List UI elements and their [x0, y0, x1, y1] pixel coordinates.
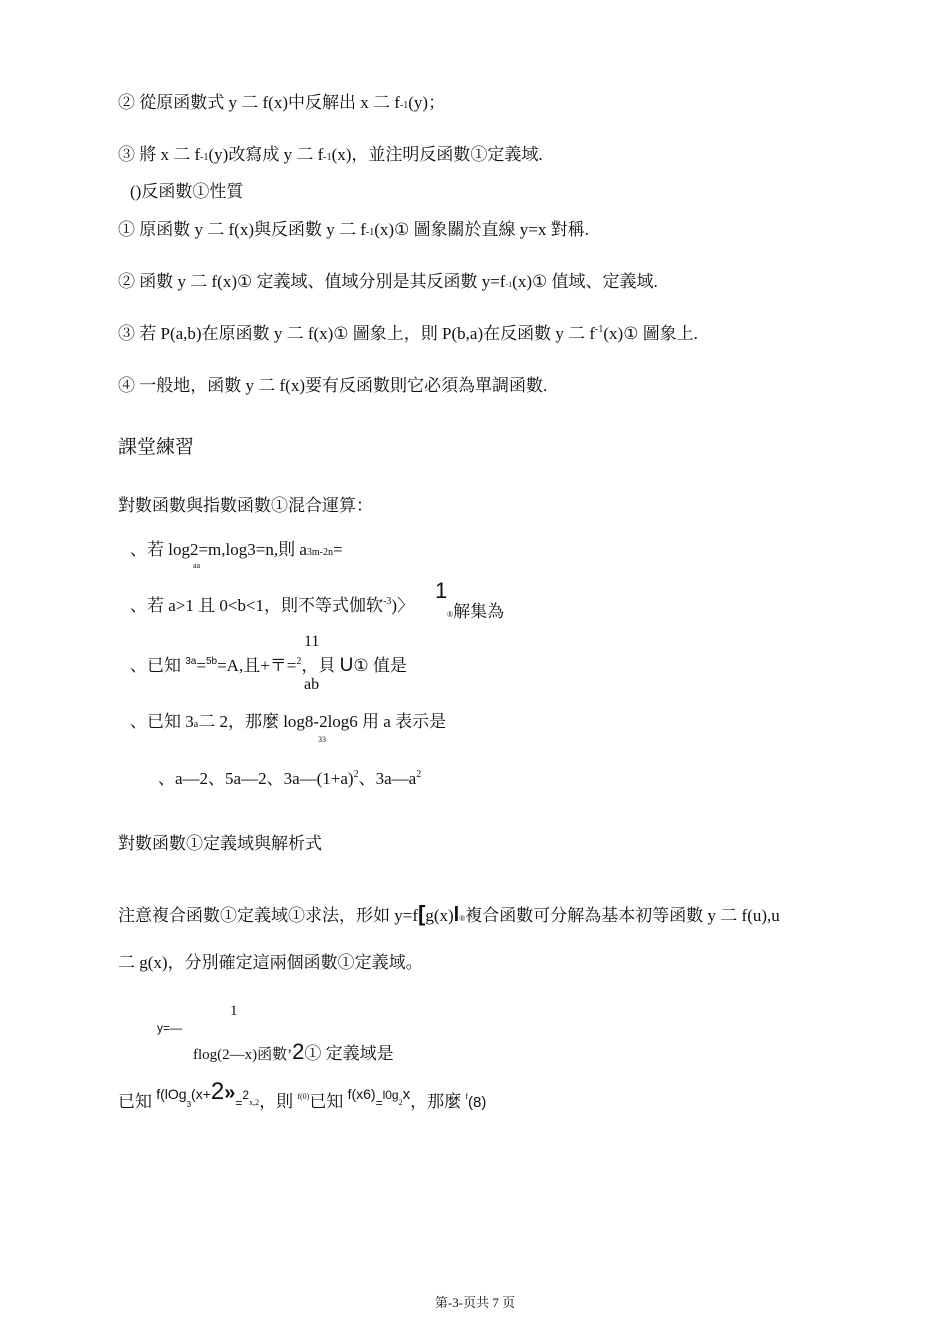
exercise-item: [130, 597, 414, 614]
text-line: ④ 一般地，函數 y 二 f(x)要有反函數則它必須為單調函數.: [118, 376, 548, 395]
subscript: 3: [186, 1100, 192, 1109]
text-line: [447, 597, 504, 622]
line-text: ，貝: [301, 656, 340, 675]
big-two: 2: [210, 1078, 225, 1105]
section-heading: 對數函數①定義域與解析式: [118, 834, 322, 853]
line-text: ，則: [259, 1092, 298, 1111]
text-line: 對數函數與指數函數①混合運算：: [118, 496, 373, 515]
fraction-numerators: 11: [304, 633, 320, 650]
line-text: ③ 若 P(a,b)在原函數 y 二 f(x)① 圖象上，則 P(b,a)在反函數 y 二 f: [118, 324, 596, 343]
line-text: =: [375, 1096, 383, 1110]
line-text: 複合函數可分解為基本初等函數 y 二 f(u),u: [465, 906, 780, 925]
line-text: ② 從原函數式 y 二 f(x)中反解出 x 二 f: [118, 93, 400, 112]
superscript: -1: [595, 324, 604, 335]
bracket: l: [453, 904, 460, 926]
line-text: ① 定義域是: [304, 1044, 394, 1063]
bracket: [: [418, 901, 426, 926]
subscript: x,2: [249, 1098, 260, 1107]
page-footer: 第-3-页共 7 页: [434, 1295, 516, 1310]
text-line: [118, 146, 543, 163]
line-text: =: [235, 1096, 243, 1110]
superscript: 2: [416, 769, 422, 780]
line-text: =: [196, 656, 206, 675]
line-text: 、a—2、5a—2、3a—(1+a): [158, 769, 354, 788]
text-line: [118, 903, 780, 925]
superscript: f(0): [297, 1092, 310, 1101]
superscript: -3: [383, 596, 392, 607]
line-text: ，那麼: [410, 1092, 466, 1111]
section-heading: 課堂練習: [118, 437, 195, 458]
line-text: 、若 log2=m,log3=n,則 a: [130, 540, 307, 559]
line-text: ② 函數 y 二 f(x)① 定義域、值域分別是其反函數 y=f: [118, 272, 506, 291]
line-text: (lOg: [160, 1086, 187, 1102]
line-text: l0g: [382, 1088, 399, 1102]
line-text: »: [224, 1082, 236, 1104]
subscript: a: [193, 719, 199, 730]
line-text: g(x): [425, 906, 454, 925]
line-text: 、已知: [130, 656, 186, 675]
log-base-subscripts: aa: [193, 561, 201, 570]
function-f: f: [156, 1086, 161, 1102]
superscript: f: [465, 1092, 469, 1101]
line-text: (x)① 圖象關於直線 y=x 對稱.: [374, 220, 589, 239]
line-text: =A,且+〒=: [217, 656, 297, 675]
subscript: -1: [200, 152, 209, 163]
log-base-subscripts: 33: [318, 735, 326, 744]
fraction-denominators: ab: [304, 676, 320, 693]
formula-line: [193, 1039, 394, 1065]
text-line: [118, 273, 658, 290]
exercise-item: [130, 656, 407, 675]
text-line: [118, 221, 589, 238]
subscript: ®: [447, 610, 454, 619]
line-text: 已知: [118, 1092, 157, 1111]
text-line: 二 g(x)，分別確定這兩個函數①定義域。: [118, 953, 423, 972]
line-text: (x)，並注明反函數①定義域.: [331, 145, 543, 164]
text-line: [118, 325, 698, 342]
line-text: 、已知 3: [130, 712, 194, 731]
big-one: 1: [435, 578, 448, 603]
subscript: -1: [365, 227, 375, 238]
line-text: x: [402, 1086, 411, 1103]
section-label: ()反函數①性質: [130, 182, 244, 201]
big-two: 2: [292, 1039, 305, 1064]
subscript: ®: [459, 914, 466, 923]
line-text: (x)① 值域、定義域.: [512, 272, 658, 291]
subscript: -1: [399, 100, 409, 111]
fraction-numerator: 1: [230, 1003, 238, 1019]
line-text: (8): [468, 1094, 487, 1111]
line-text: 解集為: [453, 602, 505, 621]
line-text: (y)；: [408, 93, 446, 112]
line-text: 二 2，那麼 log8-2log6 用 a 表示是: [198, 712, 447, 731]
line-text: (x+: [191, 1086, 211, 1102]
subscript: 2: [398, 1098, 403, 1107]
line-text: ① 值是: [353, 656, 407, 675]
line-text: 已知: [309, 1092, 348, 1111]
line-text: (y)改寫成 y 二 f: [208, 145, 324, 164]
line-text: 、若 a>1 且 0<b<1，則不等式伽软: [130, 596, 384, 615]
line-text: 、3a—a: [358, 769, 417, 788]
line-text: )〉: [391, 596, 415, 615]
line-text: flog(2—x)函數’: [193, 1047, 293, 1063]
answer-options: [158, 770, 421, 787]
exercise-item: [130, 541, 343, 558]
superscript: 2: [353, 769, 359, 780]
subscript: 3m-2n: [306, 547, 333, 558]
line-text: =: [333, 540, 343, 559]
subscript: -1: [323, 152, 332, 163]
superscript: 2: [242, 1088, 250, 1102]
line-text: (x)① 圖象上.: [603, 324, 698, 343]
superscript: 2: [296, 656, 302, 667]
exercise-item: [130, 713, 446, 730]
line-text: f(x6): [347, 1086, 376, 1102]
subscript: -1: [505, 280, 513, 289]
line-text: ① 原函數 y 二 f(x)與反函數 y 二 f: [118, 220, 366, 239]
line-text: ③ 將 x 二 f: [118, 145, 201, 164]
text-line: [118, 94, 445, 111]
letter-u: U: [339, 655, 354, 676]
superscript: 3a: [185, 656, 197, 667]
superscript: 5b: [205, 656, 218, 667]
formula-line: [118, 1078, 487, 1111]
line-text: 注意複合函數①定義域①求法，形如 y=f: [118, 906, 418, 925]
formula-lhs: y=—: [157, 1021, 183, 1035]
